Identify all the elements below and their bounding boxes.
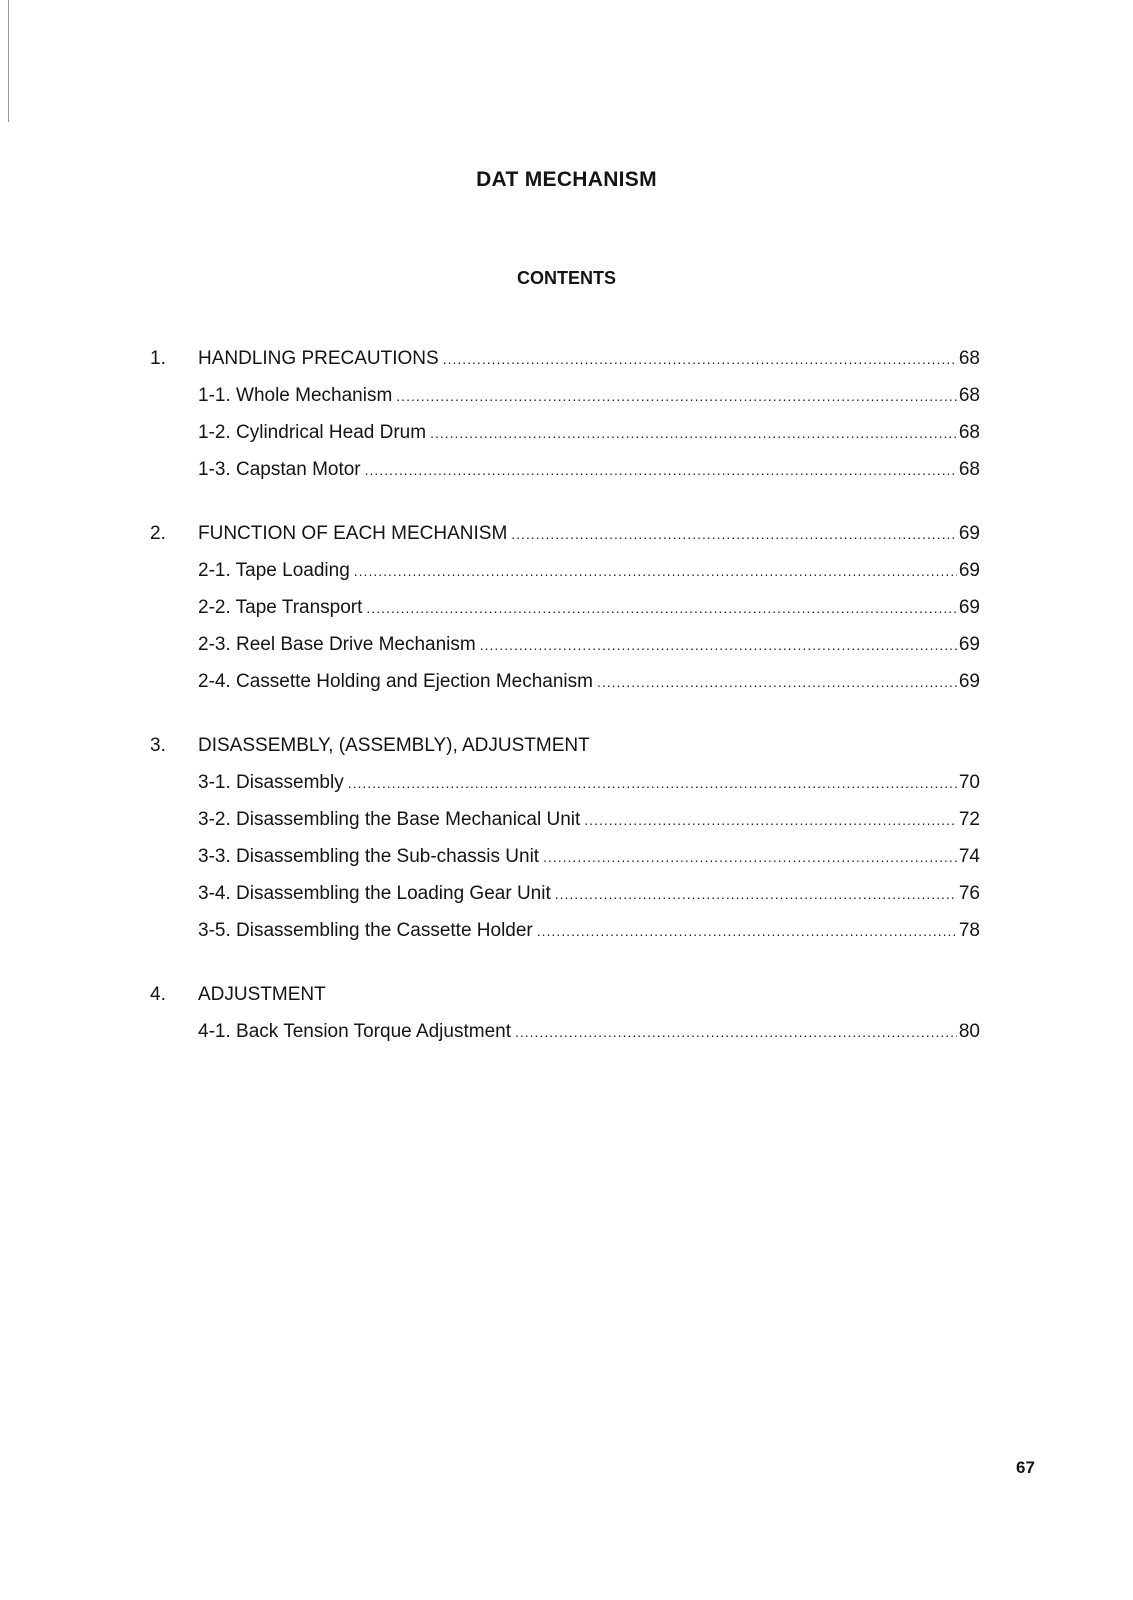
scan-edge-mark — [8, 0, 9, 122]
toc-section-1 — [150, 340, 980, 488]
toc-section-heading[interactable] — [150, 340, 980, 377]
entry-title: 2-4. Cassette Holding and Ejection Mechanism — [198, 671, 593, 692]
toc-section-heading[interactable] — [150, 515, 980, 552]
toc-entry-4-1[interactable] — [150, 1013, 980, 1050]
dot-leader — [543, 839, 957, 876]
entry-title: 3-3. Disassembling the Sub-chassis Unit — [198, 846, 540, 867]
toc-entry-1-2[interactable] — [150, 414, 980, 451]
toc-entry-2-4[interactable] — [150, 663, 980, 700]
section-number: 4. — [150, 984, 166, 1005]
entry-title: 1-3. Capstan Motor — [198, 459, 361, 480]
section-title: ADJUSTMENT — [198, 984, 326, 1005]
dot-leader — [515, 1014, 957, 1051]
document-title: DAT MECHANISM — [476, 168, 657, 191]
page-ref: 70 — [958, 772, 980, 793]
toc-entry-2-1[interactable] — [150, 552, 980, 589]
section-title: HANDLING PRECAUTIONS — [198, 348, 439, 369]
entry-title: 2-2. Tape Transport — [198, 597, 363, 618]
dot-leader — [555, 876, 957, 913]
dot-leader — [348, 765, 957, 802]
entry-title: 2-3. Reel Base Drive Mechanism — [198, 634, 476, 655]
page-ref: 69 — [958, 597, 980, 618]
toc-entry-3-4[interactable] — [150, 875, 980, 912]
entry-title: 3-2. Disassembling the Base Mechanical Unit — [198, 809, 581, 830]
entry-title: 3-4. Disassembling the Loading Gear Unit — [198, 883, 551, 904]
dot-leader — [597, 664, 957, 701]
page-ref: 68 — [958, 459, 980, 480]
toc-section-heading[interactable] — [150, 976, 980, 1013]
dot-leader — [537, 913, 957, 950]
toc-entry-3-5[interactable] — [150, 912, 980, 949]
dot-leader — [584, 802, 957, 839]
toc-section-4 — [150, 976, 980, 1050]
toc-section-2 — [150, 515, 980, 700]
toc-entry-3-1[interactable] — [150, 764, 980, 801]
page-ref: 68 — [958, 348, 980, 369]
section-number: 2. — [150, 523, 166, 544]
dot-leader — [480, 627, 957, 664]
dot-leader — [430, 415, 957, 452]
page-number: 67 — [1016, 1458, 1035, 1477]
page-ref: 74 — [958, 846, 980, 867]
dot-leader — [396, 378, 957, 415]
toc-entry-2-3[interactable] — [150, 626, 980, 663]
table-of-contents — [150, 340, 980, 1077]
page-ref: 69 — [958, 671, 980, 692]
dot-leader — [366, 590, 956, 627]
toc-entry-1-1[interactable] — [150, 377, 980, 414]
page-ref: 69 — [958, 523, 980, 544]
page-ref: 68 — [958, 422, 980, 443]
toc-entry-1-3[interactable] — [150, 451, 980, 488]
section-number: 1. — [150, 348, 166, 369]
entry-title: 2-1. Tape Loading — [198, 560, 350, 581]
toc-entry-3-3[interactable] — [150, 838, 980, 875]
dot-leader — [365, 452, 957, 489]
entry-title: 4-1. Back Tension Torque Adjustment — [198, 1021, 511, 1042]
page-ref: 76 — [958, 883, 980, 904]
toc-entry-2-2[interactable] — [150, 589, 980, 626]
page-ref: 80 — [958, 1021, 980, 1042]
page-ref: 69 — [958, 634, 980, 655]
entry-title: 1-2. Cylindrical Head Drum — [198, 422, 427, 443]
entry-title: 1-1. Whole Mechanism — [198, 385, 393, 406]
toc-section-heading[interactable] — [150, 727, 980, 764]
section-number: 3. — [150, 735, 166, 756]
contents-heading: CONTENTS — [517, 268, 616, 288]
dot-leader — [443, 341, 957, 378]
entry-title: 3-5. Disassembling the Cassette Holder — [198, 920, 533, 941]
dot-leader — [354, 553, 957, 590]
section-title: DISASSEMBLY, (ASSEMBLY), ADJUSTMENT — [198, 735, 590, 756]
page-ref: 69 — [958, 560, 980, 581]
page-ref: 78 — [958, 920, 980, 941]
dot-leader — [511, 516, 957, 553]
section-title: FUNCTION OF EACH MECHANISM — [198, 523, 508, 544]
toc-entry-3-2[interactable] — [150, 801, 980, 838]
page-ref: 72 — [958, 809, 980, 830]
toc-section-3 — [150, 727, 980, 949]
entry-title: 3-1. Disassembly — [198, 772, 344, 793]
page-ref: 68 — [958, 385, 980, 406]
